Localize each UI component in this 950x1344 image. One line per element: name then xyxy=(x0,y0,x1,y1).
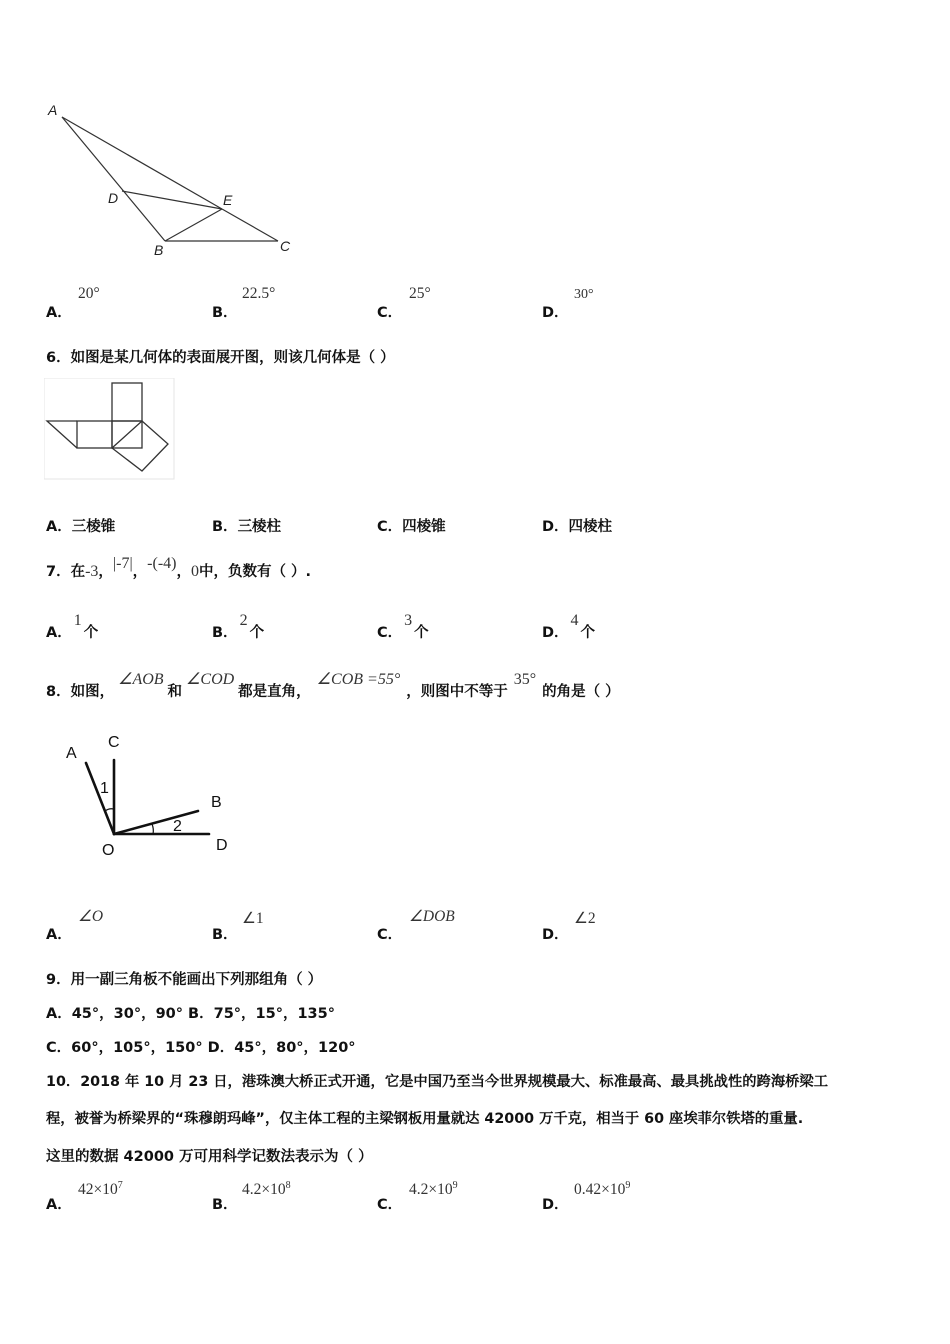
triangle-figure xyxy=(40,95,310,265)
label-c: C xyxy=(280,238,291,254)
q6-option-c[interactable]: C．四棱锥 xyxy=(377,519,446,535)
q8-stem: 8．如图，∠AOB和∠COD都是直角，∠COB =55°，则图中不等于35°的角是（ ） xyxy=(46,671,620,700)
q9-options-line-1[interactable]: A．45°，30°，90° B．75°，15°，135° xyxy=(46,1006,335,1022)
q10-option-c-value: $4.2\times 10^9$ xyxy=(409,1180,458,1199)
q8-angle-cob: ∠COB =55° xyxy=(316,671,401,688)
q7-num-4: 0 xyxy=(190,563,199,580)
q10-option-a-value: $42\times 10^7$ xyxy=(78,1180,123,1199)
q5-option-b-letter[interactable]: B． xyxy=(212,305,238,321)
q6-option-a[interactable]: A．三棱锥 xyxy=(46,519,116,535)
q10-option-a-letter[interactable]: A． xyxy=(46,1197,72,1213)
q10-option-d-letter[interactable]: D． xyxy=(542,1197,569,1213)
q5-option-a-value: 20° xyxy=(78,285,100,302)
q8-option-b-value: ∠1 xyxy=(242,910,264,927)
q7-option-a[interactable]: A．1个 xyxy=(46,612,99,641)
q7-num-1: -3 xyxy=(85,563,99,580)
q8-option-d-value: ∠2 xyxy=(574,910,596,927)
q7-option-b[interactable]: B．2个 xyxy=(212,612,265,641)
label-b: B xyxy=(154,242,164,258)
q5-option-d-letter[interactable]: D． xyxy=(542,305,569,321)
fig-label-b: B xyxy=(211,794,222,811)
fig-label-a: A xyxy=(66,745,77,762)
q8-option-d-letter[interactable]: D． xyxy=(542,927,569,943)
q7-option-d[interactable]: D．4个 xyxy=(542,612,596,641)
net-figure xyxy=(44,378,179,480)
q5-option-d-value: 30° xyxy=(574,287,594,302)
q5-option-c-letter[interactable]: C． xyxy=(377,305,403,321)
q8-option-a-letter[interactable]: A． xyxy=(46,927,72,943)
q7-num-2: |-7| xyxy=(112,555,133,572)
q8-option-c-value: ∠DOB xyxy=(409,908,455,925)
q7-option-c[interactable]: C．3个 xyxy=(377,612,429,641)
label-e: E xyxy=(223,192,233,208)
q8-option-c-letter[interactable]: C． xyxy=(377,927,403,943)
q10-option-b-letter[interactable]: B． xyxy=(212,1197,238,1213)
label-a: A xyxy=(48,102,58,118)
q6-stem: 6．如图是某几何体的表面展开图，则该几何体是（ ） xyxy=(46,350,395,366)
q7-num-3: -(-4) xyxy=(147,555,177,572)
fig-label-o: O xyxy=(102,842,115,859)
q10-option-c-letter[interactable]: C． xyxy=(377,1197,403,1213)
q8-angle-aob: ∠AOB xyxy=(118,671,164,688)
fig-label-c: C xyxy=(108,734,120,751)
fig-label-2: 2 xyxy=(173,818,182,835)
q10-option-b-value: $4.2\times 10^8$ xyxy=(242,1180,291,1199)
q6-option-b[interactable]: B．三棱柱 xyxy=(212,519,282,535)
q10-line-3: 这里的数据 42000 万可用科学记数法表示为（ ） xyxy=(46,1149,373,1165)
q8-option-a-value: ∠O xyxy=(78,908,104,925)
q6-option-d[interactable]: D．四棱柱 xyxy=(542,519,613,535)
q10-option-d-value: $0.42\times 10^9$ xyxy=(574,1180,631,1199)
fig-label-1: 1 xyxy=(100,780,109,797)
q5-option-c-value: 25° xyxy=(409,285,431,302)
q8-angle-35: 35° xyxy=(513,671,537,688)
fig-label-d: D xyxy=(216,837,228,854)
q8-angle-cod: ∠COD xyxy=(186,671,235,688)
q9-options-line-2[interactable]: C．60°，105°，150° D．45°，80°，120° xyxy=(46,1040,356,1056)
q7-stem: 7．在-3，|-7|，-(-4)，0中，负数有（ ）. xyxy=(46,555,312,580)
q8-option-b-letter[interactable]: B． xyxy=(212,927,238,943)
label-d: D xyxy=(108,190,119,206)
q10-line-2: 程，被誉为桥梁界的“珠穆朗玛峰”，仅主体工程的主梁钢板用量就达 42000 万千克，相当于 60 座埃菲尔铁塔的重量. xyxy=(46,1111,804,1127)
q9-stem: 9．用一副三角板不能画出下列那组角（ ） xyxy=(46,972,323,988)
angle-figure xyxy=(56,725,246,865)
q5-option-a-letter[interactable]: A． xyxy=(46,305,72,321)
q5-option-b-value: 22.5° xyxy=(242,285,276,302)
q10-line-1: 10．2018 年 10 月 23 日，港珠澳大桥正式开通，它是中国乃至当今世界规模最大、标准最高、最具挑战性的跨海桥梁工 xyxy=(46,1074,829,1090)
